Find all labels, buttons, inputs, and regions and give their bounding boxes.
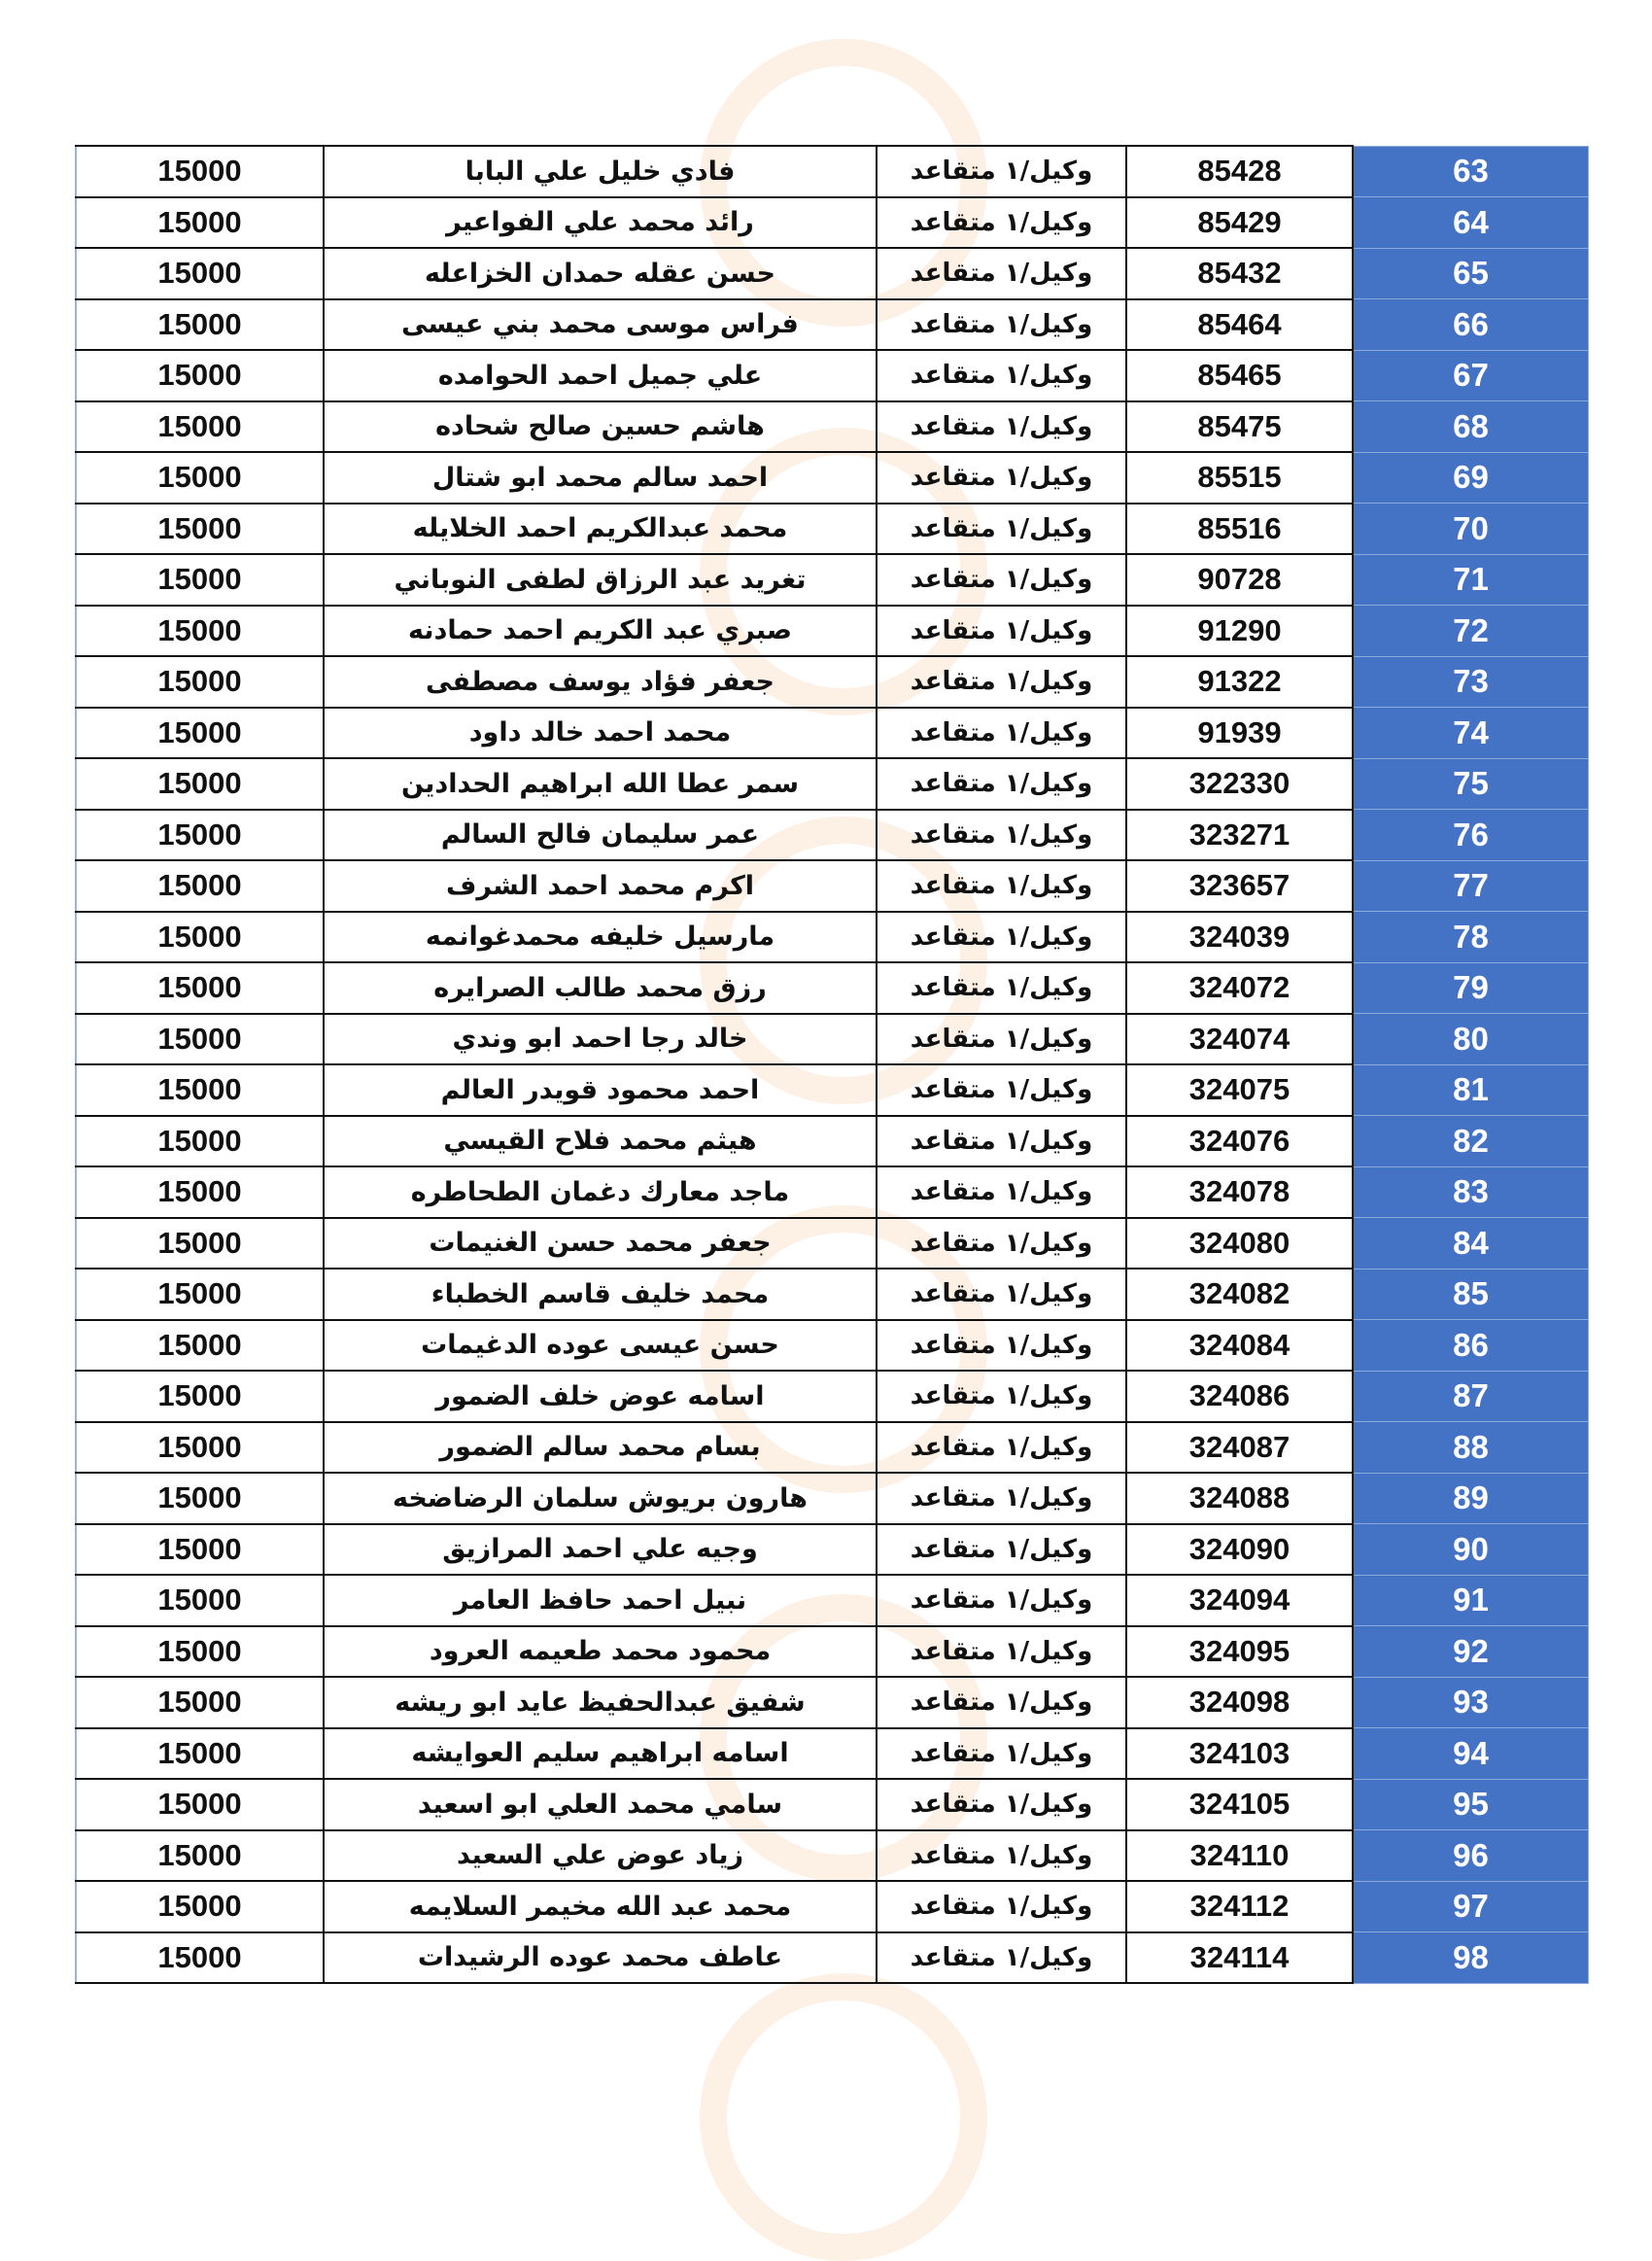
- row-number-cell: 65: [1353, 248, 1589, 299]
- rank-cell: وكيل/١ متقاعد: [877, 1218, 1126, 1270]
- rank-cell: وكيل/١ متقاعد: [877, 1779, 1126, 1830]
- row-number-cell: 78: [1353, 912, 1589, 963]
- name-cell: فراس موسى محمد بني عيسى: [324, 299, 877, 351]
- rank-cell: وكيل/١ متقاعد: [877, 1677, 1126, 1728]
- row-number-cell: 75: [1353, 758, 1589, 810]
- table-row: [76, 1014, 1589, 1065]
- rank-cell: وكيل/١ متقاعد: [877, 248, 1126, 299]
- id-cell: 324075: [1126, 1064, 1353, 1116]
- amount-cell: 15000: [76, 860, 324, 912]
- table-row: [76, 299, 1589, 351]
- table-row: [76, 1626, 1589, 1678]
- name-cell: صبري عبد الكريم احمد حمادنه: [324, 606, 877, 657]
- name-cell: ماجد معارك دغمان الطحاطره: [324, 1166, 877, 1218]
- id-cell: 90728: [1126, 554, 1353, 606]
- row-number-cell: 73: [1353, 656, 1589, 708]
- row-number-cell: 69: [1353, 452, 1589, 504]
- amount-cell: 15000: [76, 810, 324, 861]
- table-row: [76, 452, 1589, 504]
- id-cell: 91939: [1126, 708, 1353, 759]
- name-cell: احمد سالم محمد ابو شتال: [324, 452, 877, 504]
- row-number-cell: 63: [1353, 146, 1589, 197]
- id-cell: 85475: [1126, 401, 1353, 453]
- name-cell: اسامه عوض خلف الضمور: [324, 1371, 877, 1422]
- row-number-cell: 93: [1353, 1677, 1589, 1728]
- row-number-cell: 88: [1353, 1422, 1589, 1474]
- rank-cell: وكيل/١ متقاعد: [877, 350, 1126, 401]
- amount-cell: 15000: [76, 1269, 324, 1320]
- row-number-cell: 81: [1353, 1064, 1589, 1116]
- rank-cell: وكيل/١ متقاعد: [877, 197, 1126, 249]
- rank-cell: وكيل/١ متقاعد: [877, 1626, 1126, 1678]
- table-row: [76, 708, 1589, 759]
- amount-cell: 15000: [76, 1116, 324, 1167]
- table-row: [76, 810, 1589, 861]
- id-cell: 323271: [1126, 810, 1353, 861]
- amount-cell: 15000: [76, 708, 324, 759]
- amount-cell: 15000: [76, 1371, 324, 1422]
- rank-cell: وكيل/١ متقاعد: [877, 860, 1126, 912]
- rank-cell: وكيل/١ متقاعد: [877, 452, 1126, 504]
- row-number-cell: 96: [1353, 1830, 1589, 1882]
- name-cell: بسام محمد سالم الضمور: [324, 1422, 877, 1474]
- name-cell: محمود محمد طعيمه العرود: [324, 1626, 877, 1678]
- name-cell: سمر عطا الله ابراهيم الحدادين: [324, 758, 877, 810]
- rank-cell: وكيل/١ متقاعد: [877, 1881, 1126, 1932]
- id-cell: 322330: [1126, 758, 1353, 810]
- table-row: [76, 758, 1589, 810]
- amount-cell: 15000: [76, 962, 324, 1014]
- row-number-cell: 82: [1353, 1116, 1589, 1167]
- id-cell: 324082: [1126, 1269, 1353, 1320]
- id-cell: 324039: [1126, 912, 1353, 963]
- rank-cell: وكيل/١ متقاعد: [877, 1116, 1126, 1167]
- table-row: [76, 1166, 1589, 1218]
- id-cell: 91322: [1126, 656, 1353, 708]
- table-row: [76, 1575, 1589, 1626]
- table-row: [76, 656, 1589, 708]
- table-row: [76, 554, 1589, 606]
- row-number-cell: 97: [1353, 1881, 1589, 1932]
- amount-cell: 15000: [76, 452, 324, 504]
- id-cell: 324087: [1126, 1422, 1353, 1474]
- table-row: [76, 1830, 1589, 1882]
- amount-cell: 15000: [76, 1218, 324, 1270]
- id-cell: 324088: [1126, 1473, 1353, 1524]
- name-cell: عمر سليمان فالح السالم: [324, 810, 877, 861]
- rank-cell: وكيل/١ متقاعد: [877, 656, 1126, 708]
- table-row: [76, 860, 1589, 912]
- name-cell: مارسيل خليفه محمدغوانمه: [324, 912, 877, 963]
- amount-cell: 15000: [76, 1575, 324, 1626]
- name-cell: هارون بريوش سلمان الرضاضخه: [324, 1473, 877, 1524]
- rank-cell: وكيل/١ متقاعد: [877, 1064, 1126, 1116]
- amount-cell: 15000: [76, 1677, 324, 1728]
- table-row: [76, 1728, 1589, 1780]
- table-row: [76, 1218, 1589, 1270]
- watermark-clock: [700, 1973, 987, 2261]
- row-number-cell: 89: [1353, 1473, 1589, 1524]
- name-cell: فادي خليل علي البابا: [324, 146, 877, 197]
- row-number-cell: 70: [1353, 504, 1589, 555]
- rank-cell: وكيل/١ متقاعد: [877, 1320, 1126, 1372]
- id-cell: 324103: [1126, 1728, 1353, 1780]
- table-row: [76, 1677, 1589, 1728]
- rank-cell: وكيل/١ متقاعد: [877, 1728, 1126, 1780]
- amount-cell: 15000: [76, 656, 324, 708]
- id-cell: 324105: [1126, 1779, 1353, 1830]
- id-cell: 324095: [1126, 1626, 1353, 1678]
- id-cell: 324110: [1126, 1830, 1353, 1882]
- row-number-cell: 84: [1353, 1218, 1589, 1270]
- name-cell: عاطف محمد عوده الرشيدات: [324, 1932, 877, 1984]
- name-cell: محمد خليف قاسم الخطباء: [324, 1269, 877, 1320]
- amount-cell: 15000: [76, 1830, 324, 1882]
- id-cell: 324094: [1126, 1575, 1353, 1626]
- rank-cell: وكيل/١ متقاعد: [877, 708, 1126, 759]
- id-cell: 85516: [1126, 504, 1353, 555]
- name-cell: محمد عبد الله مخيمر السلايمه: [324, 1881, 877, 1932]
- name-cell: وجيه علي احمد المرازيق: [324, 1524, 877, 1576]
- table-row: [76, 197, 1589, 249]
- amount-cell: 15000: [76, 504, 324, 555]
- name-cell: محمد احمد خالد داود: [324, 708, 877, 759]
- table-row: [76, 401, 1589, 453]
- rank-cell: وكيل/١ متقاعد: [877, 758, 1126, 810]
- name-cell: احمد محمود قويدر العالم: [324, 1064, 877, 1116]
- table-row: [76, 1422, 1589, 1474]
- table-row: [76, 1116, 1589, 1167]
- row-number-cell: 86: [1353, 1320, 1589, 1372]
- retirees-table: [75, 145, 1589, 1984]
- table-row: [76, 1779, 1589, 1830]
- amount-cell: 15000: [76, 758, 324, 810]
- name-cell: هيثم محمد فلاح القيسي: [324, 1116, 877, 1167]
- table-row: [76, 1524, 1589, 1576]
- amount-cell: 15000: [76, 1422, 324, 1474]
- rank-cell: وكيل/١ متقاعد: [877, 504, 1126, 555]
- row-number-cell: 95: [1353, 1779, 1589, 1830]
- rank-cell: وكيل/١ متقاعد: [877, 299, 1126, 351]
- id-cell: 324072: [1126, 962, 1353, 1014]
- amount-cell: 15000: [76, 1064, 324, 1116]
- id-cell: 85428: [1126, 146, 1353, 197]
- rank-cell: وكيل/١ متقاعد: [877, 1932, 1126, 1984]
- name-cell: رزق محمد طالب الصرايره: [324, 962, 877, 1014]
- id-cell: 324086: [1126, 1371, 1353, 1422]
- amount-cell: 15000: [76, 1014, 324, 1065]
- name-cell: تغريد عبد الرزاق لطفى النوباني: [324, 554, 877, 606]
- name-cell: نبيل احمد حافظ العامر: [324, 1575, 877, 1626]
- amount-cell: 15000: [76, 1524, 324, 1576]
- rank-cell: وكيل/١ متقاعد: [877, 554, 1126, 606]
- rank-cell: وكيل/١ متقاعد: [877, 146, 1126, 197]
- table-row: [76, 1064, 1589, 1116]
- rank-cell: وكيل/١ متقاعد: [877, 912, 1126, 963]
- amount-cell: 15000: [76, 197, 324, 249]
- amount-cell: 15000: [76, 606, 324, 657]
- amount-cell: 15000: [76, 1728, 324, 1780]
- table-row: [76, 248, 1589, 299]
- row-number-cell: 68: [1353, 401, 1589, 453]
- rank-cell: وكيل/١ متقاعد: [877, 1371, 1126, 1422]
- amount-cell: 15000: [76, 299, 324, 351]
- id-cell: 324076: [1126, 1116, 1353, 1167]
- name-cell: اكرم محمد احمد الشرف: [324, 860, 877, 912]
- amount-cell: 15000: [76, 1779, 324, 1830]
- row-number-cell: 64: [1353, 197, 1589, 249]
- table-row: [76, 350, 1589, 401]
- table-row: [76, 1473, 1589, 1524]
- name-cell: خالد رجا احمد ابو وندي: [324, 1014, 877, 1065]
- amount-cell: 15000: [76, 146, 324, 197]
- id-cell: 324098: [1126, 1677, 1353, 1728]
- name-cell: شفيق عبدالحفيظ عايد ابو ريشه: [324, 1677, 877, 1728]
- rank-cell: وكيل/١ متقاعد: [877, 1575, 1126, 1626]
- rank-cell: وكيل/١ متقاعد: [877, 1014, 1126, 1065]
- name-cell: جعفر فؤاد يوسف مصطفى: [324, 656, 877, 708]
- row-number-cell: 92: [1353, 1626, 1589, 1678]
- rank-cell: وكيل/١ متقاعد: [877, 1473, 1126, 1524]
- amount-cell: 15000: [76, 1166, 324, 1218]
- id-cell: 85465: [1126, 350, 1353, 401]
- row-number-cell: 87: [1353, 1371, 1589, 1422]
- id-cell: 85515: [1126, 452, 1353, 504]
- table-row: [76, 1881, 1589, 1932]
- amount-cell: 15000: [76, 1320, 324, 1372]
- table-row: [76, 912, 1589, 963]
- table-row: [76, 146, 1589, 197]
- id-cell: 324084: [1126, 1320, 1353, 1372]
- rank-cell: وكيل/١ متقاعد: [877, 810, 1126, 861]
- row-number-cell: 71: [1353, 554, 1589, 606]
- name-cell: حسن عقله حمدان الخزاعله: [324, 248, 877, 299]
- table-row: [76, 1269, 1589, 1320]
- id-cell: 324114: [1126, 1932, 1353, 1984]
- name-cell: حسن عيسى عوده الدغيمات: [324, 1320, 877, 1372]
- id-cell: 324078: [1126, 1166, 1353, 1218]
- row-number-cell: 67: [1353, 350, 1589, 401]
- row-number-cell: 90: [1353, 1524, 1589, 1576]
- rank-cell: وكيل/١ متقاعد: [877, 606, 1126, 657]
- row-number-cell: 66: [1353, 299, 1589, 351]
- id-cell: 85429: [1126, 197, 1353, 249]
- name-cell: محمد عبدالكريم احمد الخلايله: [324, 504, 877, 555]
- amount-cell: 15000: [76, 401, 324, 453]
- id-cell: 91290: [1126, 606, 1353, 657]
- row-number-cell: 83: [1353, 1166, 1589, 1218]
- rank-cell: وكيل/١ متقاعد: [877, 1166, 1126, 1218]
- id-cell: 324090: [1126, 1524, 1353, 1576]
- rank-cell: وكيل/١ متقاعد: [877, 1422, 1126, 1474]
- name-cell: رائد محمد علي الفواعير: [324, 197, 877, 249]
- row-number-cell: 91: [1353, 1575, 1589, 1626]
- id-cell: 324112: [1126, 1881, 1353, 1932]
- table-row: [76, 1371, 1589, 1422]
- rank-cell: وكيل/١ متقاعد: [877, 1524, 1126, 1576]
- rank-cell: وكيل/١ متقاعد: [877, 1830, 1126, 1882]
- amount-cell: 15000: [76, 248, 324, 299]
- row-number-cell: 72: [1353, 606, 1589, 657]
- row-number-cell: 98: [1353, 1932, 1589, 1984]
- id-cell: 85464: [1126, 299, 1353, 351]
- name-cell: اسامه ابراهيم سليم العوايشه: [324, 1728, 877, 1780]
- row-number-cell: 85: [1353, 1269, 1589, 1320]
- id-cell: 323657: [1126, 860, 1353, 912]
- row-number-cell: 77: [1353, 860, 1589, 912]
- amount-cell: 15000: [76, 1932, 324, 1984]
- id-cell: 324080: [1126, 1218, 1353, 1270]
- name-cell: سامي محمد العلي ابو اسعيد: [324, 1779, 877, 1830]
- table-row: [76, 962, 1589, 1014]
- row-number-cell: 74: [1353, 708, 1589, 759]
- name-cell: علي جميل احمد الحوامده: [324, 350, 877, 401]
- name-cell: زياد عوض علي السعيد: [324, 1830, 877, 1882]
- amount-cell: 15000: [76, 554, 324, 606]
- name-cell: هاشم حسين صالح شحاده: [324, 401, 877, 453]
- row-number-cell: 79: [1353, 962, 1589, 1014]
- name-cell: جعفر محمد حسن الغنيمات: [324, 1218, 877, 1270]
- amount-cell: 15000: [76, 350, 324, 401]
- table-row: [76, 1932, 1589, 1984]
- table-row: [76, 606, 1589, 657]
- id-cell: 85432: [1126, 248, 1353, 299]
- table-row: [76, 1320, 1589, 1372]
- table-row: [76, 504, 1589, 555]
- rank-cell: وكيل/١ متقاعد: [877, 962, 1126, 1014]
- row-number-cell: 76: [1353, 810, 1589, 861]
- amount-cell: 15000: [76, 1626, 324, 1678]
- id-cell: 324074: [1126, 1014, 1353, 1065]
- amount-cell: 15000: [76, 1881, 324, 1932]
- row-number-cell: 80: [1353, 1014, 1589, 1065]
- rank-cell: وكيل/١ متقاعد: [877, 1269, 1126, 1320]
- row-number-cell: 94: [1353, 1728, 1589, 1780]
- rank-cell: وكيل/١ متقاعد: [877, 401, 1126, 453]
- amount-cell: 15000: [76, 1473, 324, 1524]
- amount-cell: 15000: [76, 912, 324, 963]
